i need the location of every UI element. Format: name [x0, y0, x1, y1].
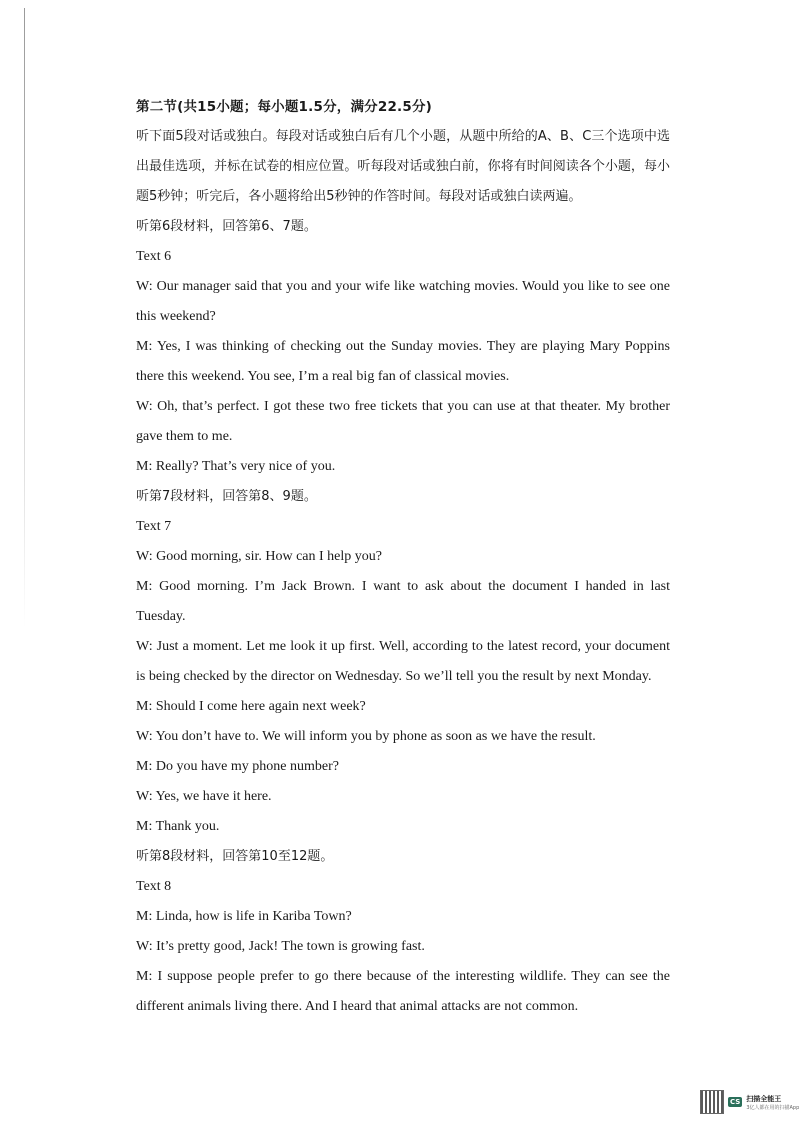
section-title: 第二节(共15小题；每小题1.5分，满分22.5分): [136, 99, 433, 115]
scanner-logo: CS: [730, 1098, 741, 1106]
dialogue-line: M: I suppose people prefer to go there because of the interesting wildlife. They can see the different animals living there. And I heard that animal attacks are not common.: [136, 969, 670, 1014]
text-8-block: [136, 842, 670, 1022]
dialogue-line: W: You don’t have to. We will inform you by phone as soon as we have the result.: [136, 729, 596, 744]
text-6-directive: 听第6段材料，回答第6、7题。: [136, 219, 317, 234]
dialogue-line: M: Linda, how is life in Kariba Town?: [136, 909, 352, 924]
dialogue-line: M: Yes, I was thinking of checking out the Sunday movies. They are playing Mary Poppins there this weekend. You see, I’m a real big fan of classical movies.: [136, 339, 670, 384]
text-8-directive: 听第8段材料，回答第10至12题。: [136, 849, 334, 864]
dialogue-line: M: Really? That’s very nice of you.: [136, 459, 336, 474]
text-6-block: [136, 212, 670, 482]
dialogue-line: W: Just a moment. Let me look it up first. Well, according to the latest record, your document is being checked by the director on Wednesday. So we’ll tell you the result by next Monday.: [136, 639, 670, 684]
dialogue-line: M: Thank you.: [136, 819, 220, 834]
text-7-block: [136, 482, 670, 842]
dialogue-line: W: Our manager said that you and your wife like watching movies. Would you like to see one this weekend?: [136, 279, 670, 324]
text-6-label: Text 6: [136, 249, 172, 264]
scan-edge-line: [24, 8, 25, 628]
scanner-tagline: 3亿人都在用的扫描App: [746, 1104, 800, 1111]
text-7-directive: 听第7段材料，回答第8、9题。: [136, 489, 317, 504]
dialogue-line: W: Oh, that’s perfect. I got these two free tickets that you can use at that theater. My brother gave them to me.: [136, 399, 670, 444]
dialogue-line: W: Yes, we have it here.: [136, 789, 272, 804]
dialogue-line: M: Good morning. I’m Jack Brown. I want to ask about the document I handed in last Tuesday.: [136, 579, 670, 624]
scanner-app-name: 扫描全能王: [746, 1094, 782, 1103]
exam-page: [136, 96, 670, 1022]
dialogue-line: W: Good morning, sir. How can I help you?: [136, 549, 382, 564]
scanner-text: [746, 1094, 799, 1111]
dialogue-line: M: Do you have my phone number?: [136, 759, 339, 774]
text-7-label: Text 7: [136, 519, 172, 534]
dialogue-line: M: Should I come here again next week?: [136, 699, 366, 714]
section-instructions: 听下面5段对话或独白。每段对话或独白后有几个小题，从题中所给的A、B、C三个选项中选出最佳选项，并标在试卷的相应位置。听每段对话或独白前，你将有时间阅读各个小题，每小题5秒钟；听完后，各小题将给出5秒钟的作答时间。每段对话或独白读两遍。: [136, 129, 670, 204]
text-8-label: Text 8: [136, 879, 172, 894]
scanner-watermark: [700, 1090, 799, 1114]
qr-code-icon: [700, 1090, 724, 1114]
dialogue-line: W: It’s pretty good, Jack! The town is growing fast.: [136, 939, 425, 954]
